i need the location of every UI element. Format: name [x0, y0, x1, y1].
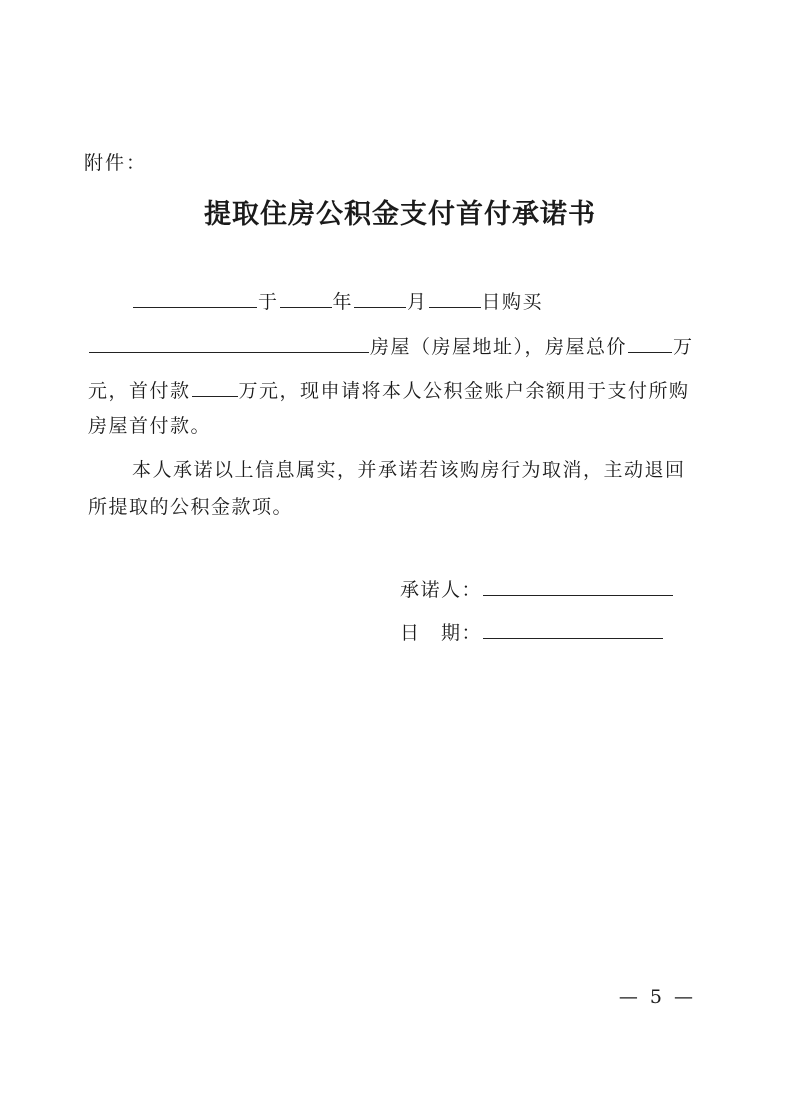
yuan-downpayment-text: 元，首付款: [88, 380, 191, 402]
date-signature-blank[interactable]: [483, 620, 663, 639]
house-address-blank[interactable]: [89, 334, 369, 353]
paragraph1-line1: [132, 289, 543, 315]
promisor-line: [400, 577, 674, 603]
month-text: 月: [407, 291, 428, 313]
year-text: 年: [332, 291, 354, 313]
buyer-name-blank[interactable]: [133, 289, 257, 308]
yu-text: 于: [258, 291, 279, 313]
month-blank[interactable]: [354, 289, 406, 308]
day-blank[interactable]: [429, 289, 481, 308]
application-text: 万元，现申请将本人公积金账户余额用于支付所购: [238, 380, 690, 402]
total-price-blank[interactable]: [628, 334, 672, 353]
page-number: — 5 —: [618, 986, 696, 1008]
attachment-label: 附件：: [84, 152, 148, 174]
down-payment-blank[interactable]: [192, 378, 238, 397]
date-line: [400, 620, 664, 646]
paragraph2-line1: 本人承诺以上信息属实，并承诺若该购房行为取消，主动退回: [132, 459, 686, 481]
document-title: 提取住房公积金支付首付承诺书: [204, 199, 596, 230]
paragraph1-line2: [88, 334, 694, 360]
promisor-signature-blank[interactable]: [483, 577, 673, 596]
paragraph2-line2: 所提取的公积金款项。: [88, 496, 294, 518]
wan-text: 万: [673, 336, 694, 358]
year-blank[interactable]: [280, 289, 332, 308]
paragraph1-line3: [88, 378, 690, 404]
promisor-label: 承诺人：: [400, 579, 483, 601]
house-address-text: 房屋（房屋地址），房屋总价: [370, 336, 628, 358]
day-purchase-text: 日购买: [481, 291, 544, 313]
paragraph1-line4: 房屋首付款。: [88, 415, 212, 437]
date-label: 日 期：: [400, 622, 483, 644]
